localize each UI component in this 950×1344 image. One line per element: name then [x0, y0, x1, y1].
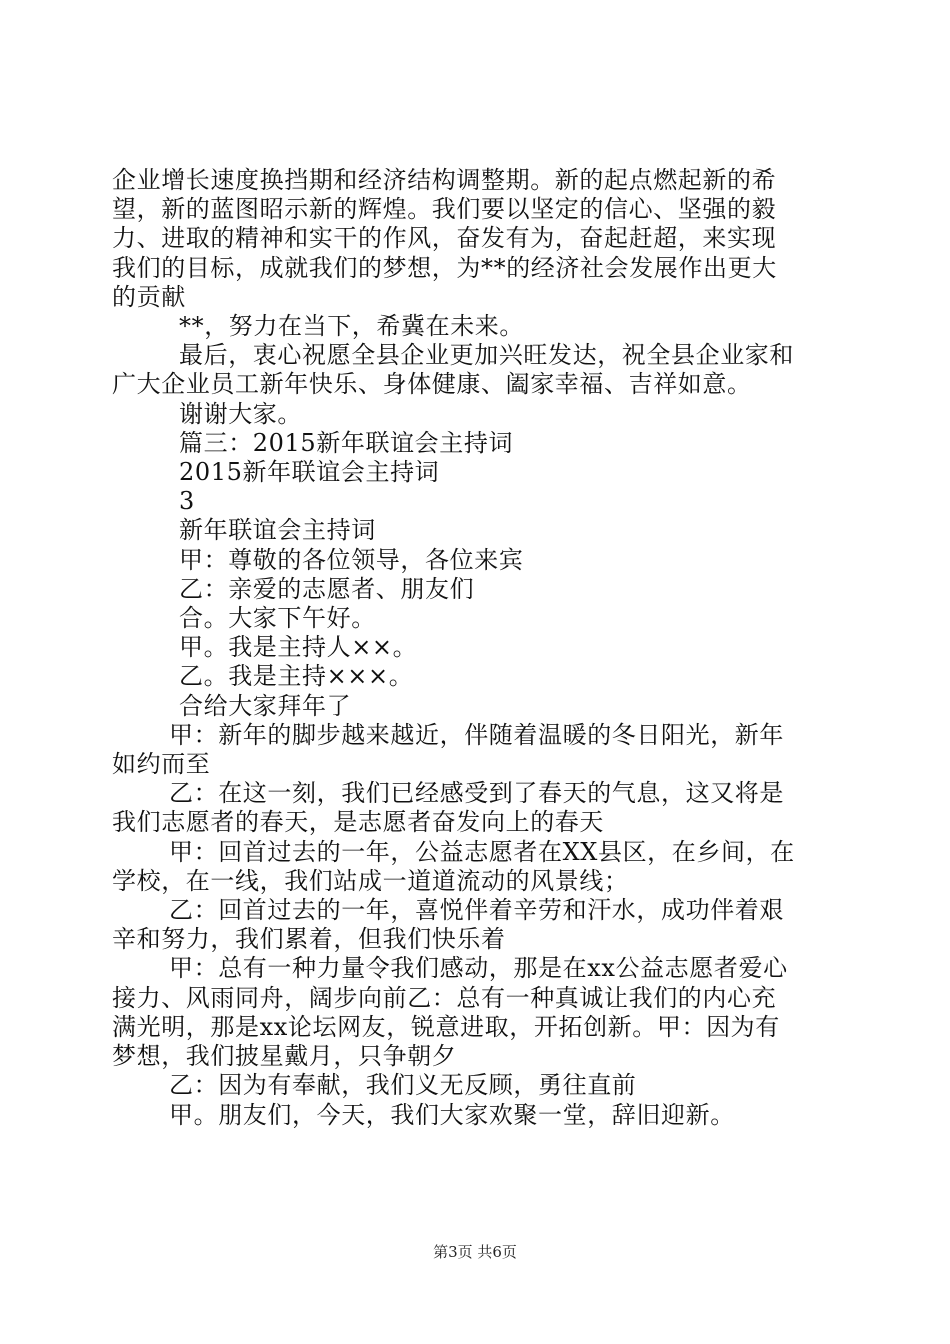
text-line: 乙：亲爱的志愿者、朋友们 — [179, 574, 475, 603]
text-line: 满光明，那是xx论坛网友，锐意进取，开拓创新。甲：因为有 — [112, 1012, 780, 1041]
text-line: 学校，在一线，我们站成一道道流动的风景线； — [112, 866, 629, 895]
text-line: 广大企业员工新年快乐、身体健康、阖家幸福、吉祥如意。 — [112, 370, 752, 399]
text-line: 望，新的蓝图昭示新的辉煌。我们要以坚定的信心、坚强的毅 — [112, 195, 777, 224]
text-line: 乙：在这一刻，我们已经感受到了春天的气息，这又将是 — [169, 779, 784, 808]
text-line: 最后，衷心祝愿全县企业更加兴旺发达，祝全县企业家和 — [179, 341, 794, 370]
text-line: 的贡献 — [112, 282, 186, 311]
text-line: **，努力在当下，希冀在未来。 — [179, 312, 524, 341]
text-line: 我们志愿者的春天，是志愿者奋发向上的春天 — [112, 808, 604, 837]
text-line: 乙。我是主持×××。 — [179, 662, 414, 691]
text-line: 篇三：2015新年联谊会主持词 — [179, 428, 514, 457]
text-line: 乙：回首过去的一年，喜悦伴着辛劳和汗水，成功伴着艰 — [169, 896, 784, 925]
text-line: 我们的目标，成就我们的梦想，为**的经济社会发展作出更大 — [112, 253, 777, 282]
text-line: 如约而至 — [112, 750, 211, 779]
page-footer: 第3页 共6页 — [433, 1243, 517, 1261]
text-line: 甲。朋友们，今天，我们大家欢聚一堂，辞旧迎新。 — [169, 1100, 735, 1129]
text-line: 梦想，我们披星戴月，只争朝夕 — [112, 1042, 457, 1071]
text-line: 甲。我是主持人××。 — [179, 633, 418, 662]
text-line: 甲：新年的脚步越来越近，伴随着温暖的冬日阳光，新年 — [169, 720, 784, 749]
text-line: 新年联谊会主持词 — [179, 516, 376, 545]
text-line: 甲：尊敬的各位领导，各位来宾 — [179, 545, 524, 574]
document-body — [112, 166, 842, 1130]
text-line: 接力、风雨同舟，阔步向前乙：总有一种真诚让我们的内心充 — [112, 983, 777, 1012]
text-line: 乙：因为有奉献，我们义无反顾，勇往直前 — [169, 1071, 637, 1100]
text-line: 力、进取的精神和实干的作风，奋发有为，奋起赶超，来实现 — [112, 224, 777, 253]
text-line: 辛和努力，我们累着，但我们快乐着 — [112, 925, 506, 954]
text-line: 合给大家拜年了 — [179, 691, 352, 720]
text-line: 3 — [179, 487, 195, 516]
text-line: 谢谢大家。 — [179, 399, 302, 428]
text-line: 甲：回首过去的一年，公益志愿者在XX县区，在乡间，在 — [169, 837, 795, 866]
text-line: 甲：总有一种力量令我们感动，那是在xx公益志愿者爱心 — [169, 954, 788, 983]
text-line: 2015新年联谊会主持词 — [179, 458, 440, 487]
text-line: 企业增长速度换挡期和经济结构调整期。新的起点燃起新的希 — [112, 166, 777, 194]
text-line: 合。大家下午好。 — [179, 604, 376, 633]
